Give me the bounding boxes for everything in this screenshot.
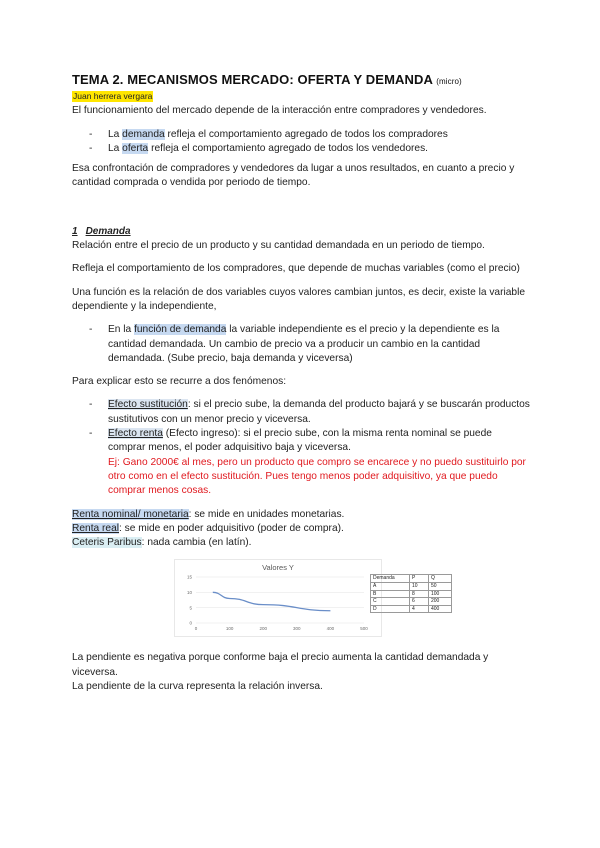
chart-x-tick-label: 200 xyxy=(259,626,267,632)
list-item: - Efecto renta (Efecto ingreso): si el precio sube, con la misma renta nominal se puede comprar menos, el poder adquisitivo baja y viceversa. Ej: Gano 2000€ al mes, pero un producto que compro se encarece y no puedo sustituirlo por otro como en el efecto sustitución. Pues tengo menos poder adquisitivo, ya que puedo comprar menos cosas. xyxy=(72,427,532,498)
intro-bullet-list xyxy=(72,128,532,157)
comportamiento-paragraph: Refleja el comportamiento de los compradores, que depende de muchas variables (como el precio) xyxy=(72,263,520,275)
chart-x-tick-label: 0 xyxy=(194,626,198,632)
author-name: Juan herrera vergara xyxy=(73,91,153,101)
table-row xyxy=(371,590,452,598)
table-cell: 200 xyxy=(429,598,452,606)
table-cell: A xyxy=(371,583,410,591)
highlight-renta-nominal: Renta nominal/ monetaria xyxy=(72,508,189,520)
example-text: Ej: Gano 2000€ al mes, pero un producto que compro se encarece y no puedo sustituirlo por otro como en el efecto sustitución. Pues tengo menos poder adquisitivo, ya que puedo comprar menos cosas. xyxy=(108,456,526,497)
highlight-renta-real: Renta real xyxy=(72,522,120,534)
section-title: Demanda xyxy=(85,225,131,237)
table-cell: 8 xyxy=(410,590,429,598)
document-page xyxy=(72,72,532,694)
intro-paragraph: El funcionamiento del mercado depende de la interacción entre compradores y vendedores. xyxy=(72,105,487,117)
title-small: (micro) xyxy=(436,77,462,86)
section-heading xyxy=(72,225,532,239)
table-cell: 400 xyxy=(429,605,452,613)
table-cell: 6 xyxy=(410,598,429,606)
table-row xyxy=(371,598,452,606)
chart-y-tick-label: 0 xyxy=(189,621,192,627)
highlight-ceteris-paribus: Ceteris Paribus xyxy=(72,537,142,549)
efectos-bullet-list xyxy=(72,398,532,498)
document-title xyxy=(72,72,532,90)
chart-x-tick-label: 300 xyxy=(293,626,301,632)
demand-table xyxy=(370,574,452,613)
funcion-bullet-list xyxy=(72,323,532,366)
chart-x-tick-label: 400 xyxy=(326,626,335,632)
chart-y-tick-label: 5 xyxy=(189,605,192,611)
chart-title: Valores Y xyxy=(262,563,294,573)
table-header-cell: Q xyxy=(429,575,452,583)
table-row xyxy=(371,583,452,591)
table-cell: D xyxy=(371,605,410,613)
section-number: 1 xyxy=(72,225,78,237)
table-header-cell: P xyxy=(410,575,429,583)
pendiente-paragraph: La pendiente es negativa porque conforme baja el precio aumenta la cantidad demandada y viceversa. xyxy=(72,652,489,678)
chart-x-tick-label: 500 xyxy=(360,626,368,632)
highlight-demanda: demanda xyxy=(122,128,165,140)
pendiente-inversa-paragraph: La pendiente de la curva representa la relación inversa. xyxy=(72,681,323,693)
table-cell: 10 xyxy=(410,583,429,591)
table-cell: 4 xyxy=(410,605,429,613)
funcion-paragraph: Una función es la relación de dos variables cuyos valores cambian juntos, es decir, existe la variable dependiente y la independiente, xyxy=(72,286,526,312)
table-cell: 50 xyxy=(429,583,452,591)
list-item: - Efecto sustitución: si el precio sube, la demanda del producto bajará y se buscarán productos sustitutivos con un menor precio y viceversa. xyxy=(72,398,532,427)
table-cell: 100 xyxy=(429,590,452,598)
title-main: TEMA 2. MECANISMOS MERCADO: OFERTA Y DEMANDA xyxy=(72,72,433,87)
chart-y-tick-label: 15 xyxy=(186,575,192,581)
table-cell: B xyxy=(371,590,410,598)
demanda-definition: Relación entre el precio de un producto y su cantidad demandada en un periodo de tiempo. xyxy=(72,240,485,252)
chart-x-tick-label: 100 xyxy=(225,626,234,632)
figure-row xyxy=(72,559,532,637)
table-header-row xyxy=(371,575,452,583)
table-cell: C xyxy=(371,598,410,606)
fenomenos-paragraph: Para explicar esto se recurre a dos fenómenos: xyxy=(72,376,287,388)
table-header-cell: Demanda xyxy=(371,575,410,583)
highlight-efecto-sustitucion: Efecto sustitución xyxy=(108,399,188,411)
chart-y-tick-label: 10 xyxy=(186,590,192,596)
list-item: - En la función de demanda la variable independiente es el precio y la dependiente es la cantidad demandada. Un cambio de precio va a producir un cambio en la cantidad demandada. (Sube precio, baja demanda y viceversa) xyxy=(72,323,532,366)
highlight-oferta: oferta xyxy=(122,142,149,154)
list-item: - La oferta refleja el comportamiento agregado de todos los vendedores. xyxy=(72,142,532,156)
confrontation-paragraph: Esa confrontación de compradores y vendedores da lugar a unos resultados, en cuanto a precio y cantidad comprada o vendida por periodo de tiempo. xyxy=(72,163,515,189)
demand-chart xyxy=(174,559,382,637)
table-row xyxy=(371,605,452,613)
list-item: - La demanda refleja el comportamiento agregado de todos los compradores xyxy=(72,128,532,142)
highlight-funcion-demanda: función de demanda xyxy=(134,324,227,336)
highlight-efecto-renta: Efecto renta xyxy=(108,428,163,440)
renta-definitions: Renta nominal/ monetaria: se mide en unidades monetarias. Renta real: se mide en poder adquisitivo (poder de compra). Ceteris Paribus: nada cambia (en latín). xyxy=(72,508,345,549)
